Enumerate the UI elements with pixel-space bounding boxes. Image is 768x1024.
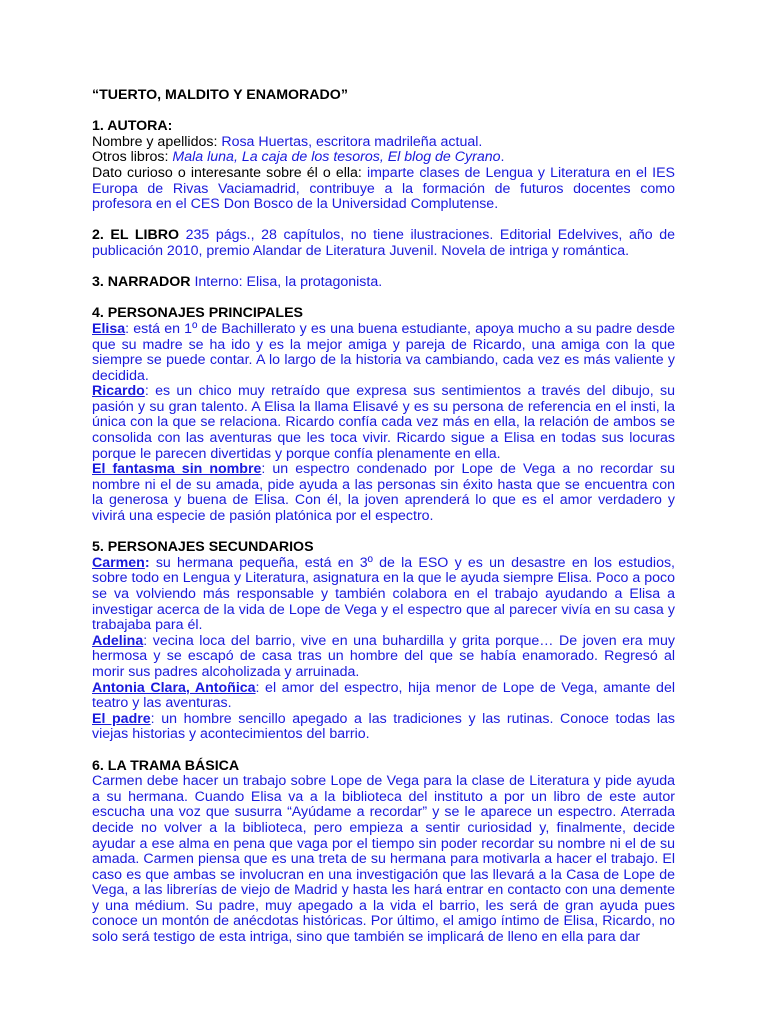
autora-nombre-label: Nombre y apellidos: [92, 133, 222, 150]
section-heading-principales: 4. PERSONAJES PRINCIPALES [92, 305, 304, 322]
section-narrador [92, 275, 675, 291]
narrador-text: Interno: Elisa, la protagonista. [190, 274, 383, 291]
autora-dato-label: Dato curioso o interesante sobre él o ella: [92, 164, 367, 181]
character-name: Carmen [92, 554, 145, 571]
autora-nombre [92, 135, 675, 151]
autora-nombre-value: Rosa Huertas, escritora madrileña actual. [221, 133, 483, 150]
character-fantasma [92, 462, 675, 524]
autora-otros-libros [92, 150, 675, 166]
autora-otros-value: Mala luna, La caja de los tesoros, El blog de Cyrano [172, 149, 501, 166]
character-description: : está en 1º de Bachillerato y es una buena estudiante, apoya mucho a su padre desde que su madre se ha ido y es la mejor amiga y pareja de Ricardo, una amiga con la que siempre se puede contar. A lo largo de la historia va cambiando, cada vez es más valiente y decidida. [92, 320, 675, 384]
character-description: : el amor del espectro, hija menor de Lope de Vega, amante del teatro y las aventuras. [92, 679, 675, 712]
character-colon: : [144, 554, 150, 571]
character-description: : es un chico muy retraído que expresa sus sentimientos a través del dibujo, su pasión y su gran talento. A Elisa la llama Elisavé y es su persona de referencia en el insti, la única con la que se relaciona. Ricardo confía cada vez más en ella, la relación de ambos se consolida con las aventuras que les toca vivir. Ricardo sigue a Elisa en todas sus locuras porque le parecen divertidas y porque confía plenamente en ella. [92, 383, 675, 462]
character-elisa [92, 322, 675, 384]
character-ricardo [92, 384, 675, 462]
character-description: : un espectro condenado por Lope de Vega a no recordar su nombre ni el de su amada, pide ayuda a las personas sin éxito hasta que se encuentra con la generosa y buena de Elisa. Con él, la joven aprenderá lo que es el amor verdadero y vivirá una especie de pasión platónica por el espectro. [92, 461, 676, 525]
spacer [92, 104, 675, 120]
autora-otros-end: . [500, 149, 505, 166]
spacer [92, 525, 675, 541]
trama-text: Carmen debe hacer un trabajo sobre Lope de Vega para la clase de Literatura y pide ayuda a su hermana. Cuando Elisa va a la biblioteca del instituto a por un libro de este autor escucha una voz que susurra “Ayúdame a recordar” y se le aparece un espectro. Aterrada decide no volver a la biblioteca, pero empieza a sentir curiosidad y, finalmente, decide ayudar a ese alma en pena que vaga por el tiempo sin poder recordar su nombre ni el de su amada. Carmen piensa que es una treta de su hermana para motivarla a hacer el trabajo. El caso es que ambas se involucran en una investigación que las llevará a la Casa de Lope de Vega, a las librerías de viejo de Madrid y hasta les hará entrar en contacto con una demente y una médium. Su padre, muy apegado a la vida el barrio, les será de gran ayuda pues conoce un montón de anécdotas históricas. Por último, el amigo íntimo de Elisa, Ricardo, no solo será testigo de esta intriga, sino que también se implicará de lleno en ella para dar [92, 773, 675, 946]
character-description: su hermana pequeña, está en 3º de la ESO y es un desastre en los estudios, sobre todo en Lengua y Literatura, asignatura en la que le ayuda siempre Elisa. Poco a poco se va volviendo más responsable y también colabora en el trabajo ayudando a Elisa a investigar acerca de la vida de Lope de Vega y el espectro que al parecer vivía en su casa y trabajaba para él. [92, 554, 675, 634]
character-padre [92, 712, 675, 743]
section-heading-narrador: 3. NARRADOR [92, 274, 191, 291]
section-libro [92, 228, 675, 259]
spacer [92, 260, 675, 276]
character-name: Elisa [92, 320, 126, 337]
document-page [92, 88, 675, 946]
section-heading-trama: 6. LA TRAMA BÁSICA [92, 757, 240, 774]
document-title: “TUERTO, MALDITO Y ENAMORADO” [92, 87, 348, 103]
autora-dato-curioso [92, 166, 675, 213]
section-heading-autora: 1. AUTORA: [92, 118, 173, 135]
section-heading-libro: 2. EL LIBRO [92, 227, 180, 244]
character-name: Adelina [92, 632, 144, 649]
spacer [92, 743, 675, 759]
character-description: : vecina loca del barrio, vive en una buhardilla y grita porque… De joven era muy hermosa y se escapó de casa tras un hombre del que se había enamorado. Regresó al morir sus padres alcoholizada y arruinada. [92, 632, 675, 680]
autora-dato-value: imparte clases de Lengua y Literatura en el IES Europa de Rivas Vaciamadrid, contribuye a la formación de futuros docentes como profesora en el CES Don Bosco de la Universidad Complutense. [92, 164, 675, 213]
spacer [92, 213, 675, 229]
section-heading-secundarios: 5. PERSONAJES SECUNDARIOS [92, 539, 314, 556]
character-adelina [92, 634, 675, 681]
libro-text: 235 págs., 28 capítulos, no tiene ilustraciones. Editorial Edelvives, año de publicación 2010, premio Alandar de Literatura Juvenil. Novela de intriga y romántica. [92, 227, 675, 259]
character-name: El padre [92, 710, 151, 727]
character-antonia [92, 681, 675, 712]
character-name: Antonia Clara, Antoñica [92, 679, 256, 696]
character-name: Ricardo [92, 383, 145, 400]
character-description: : un hombre sencillo apegado a las tradiciones y las rutinas. Conoce todas las viejas historias y acontecimientos del barrio. [92, 710, 675, 743]
character-name: El fantasma sin nombre [92, 461, 262, 478]
autora-otros-label: Otros libros: [92, 149, 173, 166]
character-carmen [92, 556, 675, 634]
spacer [92, 291, 675, 307]
